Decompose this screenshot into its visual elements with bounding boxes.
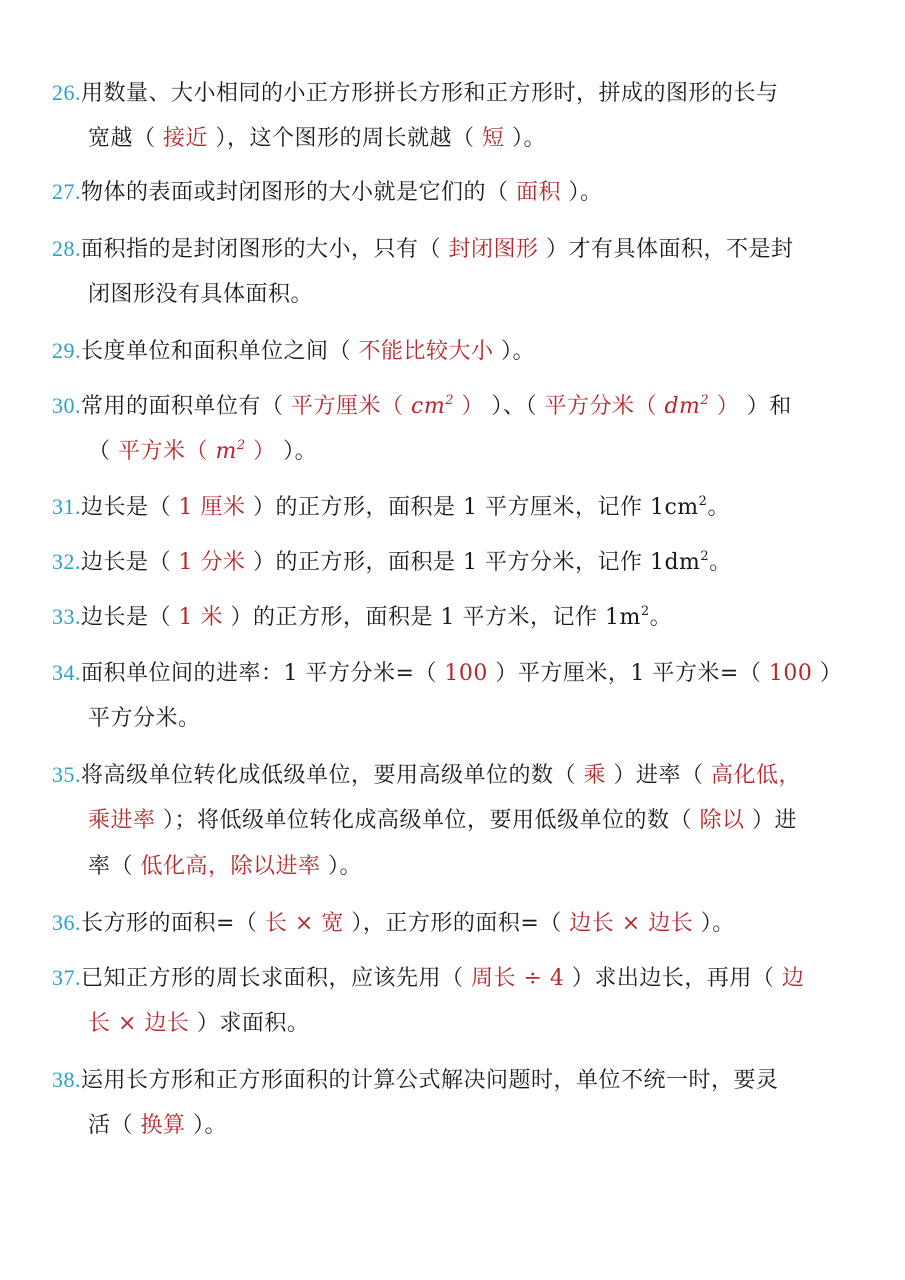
answer-text: 封闭图形	[448, 237, 539, 262]
item-line	[52, 696, 852, 742]
answer-text: 1 分米	[178, 550, 246, 575]
answer-text: 长 × 边长	[88, 1011, 190, 1036]
answer-text: 100	[444, 661, 488, 686]
item-28	[52, 226, 852, 318]
text-run: ）和	[739, 394, 792, 419]
answer-text: 除以	[699, 808, 745, 833]
text-run: ）求出边长，再用（	[564, 966, 782, 991]
answer-text: 乘	[583, 763, 607, 788]
answer-text: 平方分米（	[544, 394, 665, 419]
item-line	[52, 226, 852, 272]
answer-text: 乘进率	[88, 808, 156, 833]
text-run: 运用长方形和正方形面积的计算公式解决问题时，单位不统一时，要灵	[81, 1068, 779, 1093]
answer-text: 短	[482, 126, 505, 151]
item-line	[52, 752, 852, 798]
text-run: 面积单位间的进率：1 平方分米=（	[81, 661, 445, 686]
unit-symbol: dm	[664, 394, 701, 419]
item-34	[52, 650, 852, 742]
text-run: ）的正方形，面积是 1 平方米，记作 1m	[223, 605, 641, 630]
text-run: ）。	[320, 854, 363, 879]
superscript: 2	[640, 604, 650, 619]
text-run: （	[88, 439, 118, 464]
item-line	[52, 484, 852, 530]
text-run: 已知正方形的周长求面积，应该先用（	[81, 966, 471, 991]
answer-text: ）	[453, 394, 484, 419]
item-line	[52, 539, 852, 585]
text-run: 长方形的面积=（	[81, 911, 265, 936]
text-run: ）求面积。	[189, 1011, 310, 1036]
answer-text: 1 厘米	[178, 495, 246, 520]
item-line	[52, 429, 852, 475]
answer-text: 1 米	[178, 605, 223, 630]
text-run: 率（	[88, 854, 141, 879]
text-run: 。	[707, 495, 730, 520]
answer-text: 高化低，	[711, 763, 802, 788]
item-number: 33.	[52, 604, 81, 629]
item-line	[52, 169, 852, 215]
superscript: 2	[236, 438, 246, 453]
text-run: ）。	[185, 1113, 228, 1138]
item-line	[52, 955, 852, 1001]
answer-text: 边长 × 边长	[569, 911, 694, 936]
answer-text: 接近	[163, 126, 209, 151]
answer-text: ）	[245, 439, 276, 464]
item-27	[52, 169, 852, 215]
answer-text: 长 × 宽	[264, 911, 344, 936]
text-run: ）。	[693, 911, 735, 936]
answer-text: 周长 ÷ 4	[471, 966, 565, 991]
superscript: 2	[700, 549, 710, 564]
answer-text: 面积	[516, 180, 562, 205]
text-run: ）；将低级单位转化成高级单位，要用低级单位的数（	[155, 808, 700, 833]
text-run: ）、（	[483, 394, 545, 419]
text-run: 闭图形没有具体面积。	[88, 282, 314, 307]
superscript: 2	[445, 393, 454, 408]
item-33	[52, 594, 852, 640]
answer-text: 换算	[140, 1113, 186, 1138]
item-number: 34.	[52, 660, 81, 685]
item-line	[52, 1103, 852, 1149]
item-line	[52, 70, 852, 116]
item-number: 35.	[52, 762, 81, 787]
text-run: ）平方厘米，1 平方米=（	[487, 661, 769, 686]
text-run: ）的正方形，面积是 1 平方厘米，记作 1cm	[245, 495, 699, 520]
text-run: ）进	[744, 808, 798, 833]
text-run: 边长是（	[81, 605, 179, 630]
item-line	[52, 798, 852, 844]
item-32	[52, 539, 852, 585]
item-number: 26.	[52, 80, 81, 105]
item-line	[52, 594, 852, 640]
text-run: 。	[649, 605, 673, 630]
text-run: 面积指的是封闭图形的大小，只有（	[81, 237, 449, 262]
answer-text: 边	[781, 966, 805, 991]
item-number: 37.	[52, 965, 81, 990]
item-line	[52, 844, 852, 890]
text-run: ）。	[275, 439, 318, 464]
text-run: ）。	[493, 339, 536, 364]
item-number: 28.	[52, 236, 81, 261]
item-36	[52, 900, 852, 946]
item-line	[52, 328, 852, 374]
text-run: 物体的表面或封闭图形的大小就是它们的（	[81, 180, 516, 205]
item-26	[52, 70, 852, 162]
item-number: 32.	[52, 549, 81, 574]
item-line	[52, 900, 852, 946]
item-line	[52, 272, 852, 318]
text-run: 长度单位和面积单位之间（	[81, 339, 359, 364]
item-30	[52, 383, 852, 475]
text-run: 边长是（	[81, 495, 179, 520]
answer-text: 100	[768, 661, 813, 686]
item-line	[52, 1057, 852, 1103]
item-line	[52, 383, 852, 429]
unit-symbol: cm	[411, 394, 446, 419]
unit-symbol: m	[215, 439, 237, 464]
text-run: 活（	[88, 1113, 141, 1138]
answer-text: 平方厘米（	[291, 394, 411, 419]
item-line	[52, 1001, 852, 1047]
text-run: 。	[709, 550, 732, 575]
answer-text: 低化高，除以进率	[140, 854, 321, 879]
text-run: ）才有具体面积，不是封	[538, 237, 794, 262]
item-38	[52, 1057, 852, 1149]
text-run: 常用的面积单位有（	[81, 394, 291, 419]
superscript: 2	[698, 494, 708, 509]
item-line	[52, 116, 852, 162]
text-run: ），正方形的面积=（	[343, 911, 570, 936]
item-number: 27.	[52, 179, 81, 204]
text-run: ）。	[504, 126, 547, 151]
superscript: 2	[700, 393, 710, 408]
text-run: ）进率（	[606, 763, 712, 788]
text-run: 宽越（	[88, 126, 163, 151]
text-run: ）。	[561, 180, 603, 205]
text-run: ），这个图形的周长就越（	[208, 126, 483, 151]
item-number: 31.	[52, 494, 81, 519]
text-run: 用数量、大小相同的小正方形拼长方形和正方形时，拼成的图形的长与	[81, 81, 779, 106]
item-line	[52, 650, 852, 696]
text-run: ）的正方形，面积是 1 平方分米，记作 1dm	[245, 550, 701, 575]
text-run: 将高级单位转化成低级单位，要用高级单位的数（	[81, 763, 584, 788]
text-run: ）	[812, 661, 843, 686]
text-run: 边长是（	[81, 550, 179, 575]
answer-text: ）	[709, 394, 740, 419]
item-31	[52, 484, 852, 530]
item-number: 29.	[52, 338, 81, 363]
text-run: 平方分米。	[88, 706, 201, 731]
item-number: 30.	[52, 393, 81, 418]
item-37	[52, 955, 852, 1047]
item-35	[52, 752, 852, 890]
item-number: 36.	[52, 910, 81, 935]
item-number: 38.	[52, 1067, 81, 1092]
answer-text: 不能比较大小	[358, 339, 494, 364]
item-29	[52, 328, 852, 374]
answer-text: 平方米（	[118, 439, 216, 464]
